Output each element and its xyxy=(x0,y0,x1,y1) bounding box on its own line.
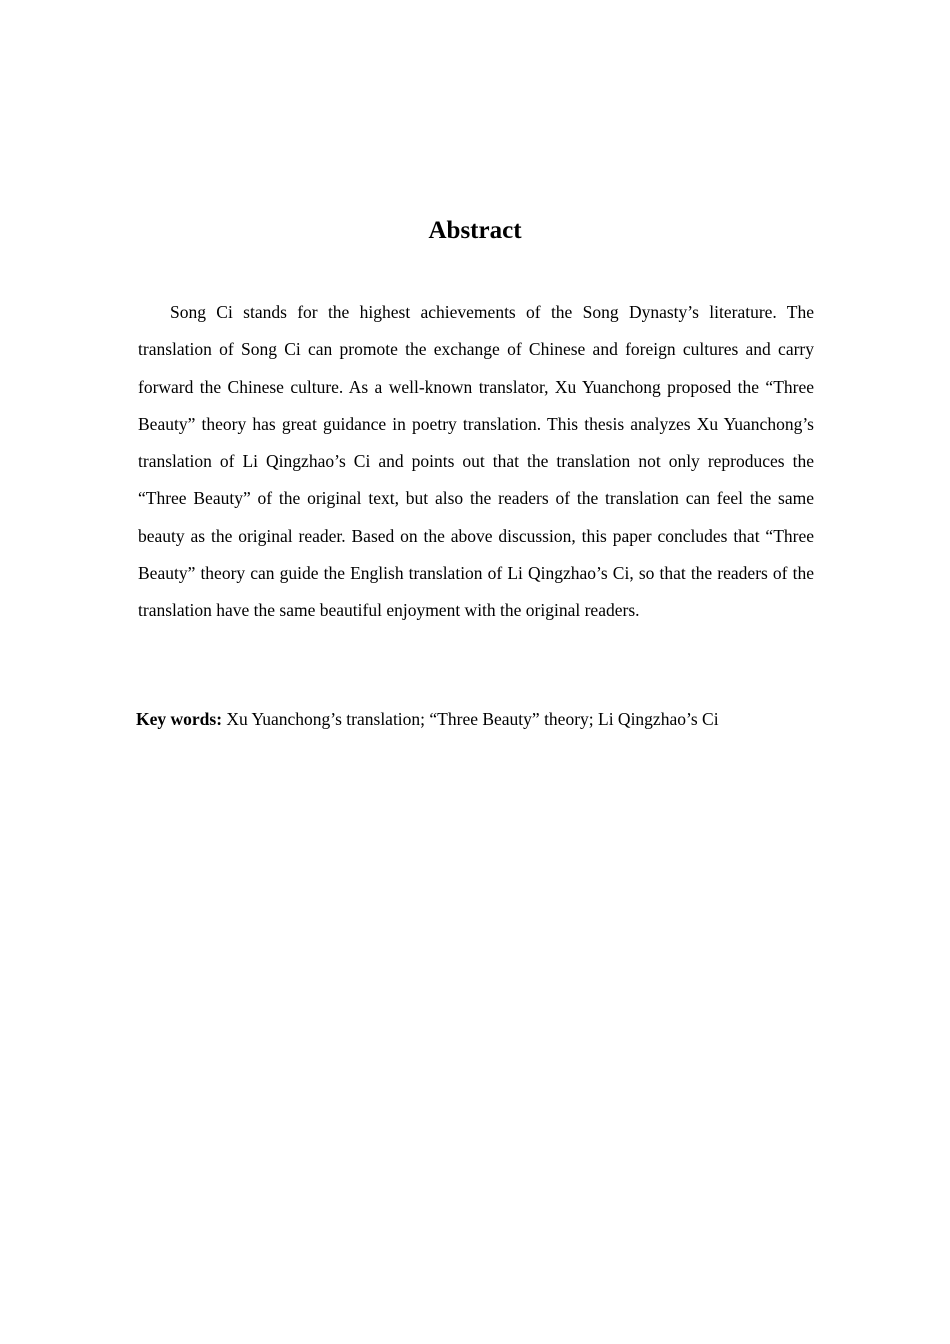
keywords-line xyxy=(136,704,836,734)
keywords-label: Key words: xyxy=(136,709,223,729)
abstract-paragraph: Song Ci stands for the highest achievements of the Song Dynasty’s literature. The translation of Song Ci can promote the exchange of Chinese and foreign cultures and carry forward the Chinese culture. As a well-known translator, Xu Yuanchong proposed the “Three Beauty” theory has great guidance in poetry translation. This thesis analyzes Xu Yuanchong’s translation of Li Qingzhao’s Ci and points out that the translation not only reproduces the “Three Beauty” of the original text, but also the readers of the translation can feel the same beauty as the original reader. Based on the above discussion, this paper concludes that “Three Beauty” theory can guide the English translation of Li Qingzhao’s Ci, so that the readers of the translation have the same beautiful enjoyment with the original readers. xyxy=(138,302,814,621)
keywords-text: Xu Yuanchong’s translation; “Three Beauty” theory; Li Qingzhao’s Ci xyxy=(222,709,719,729)
abstract-heading: Abstract xyxy=(428,217,522,244)
